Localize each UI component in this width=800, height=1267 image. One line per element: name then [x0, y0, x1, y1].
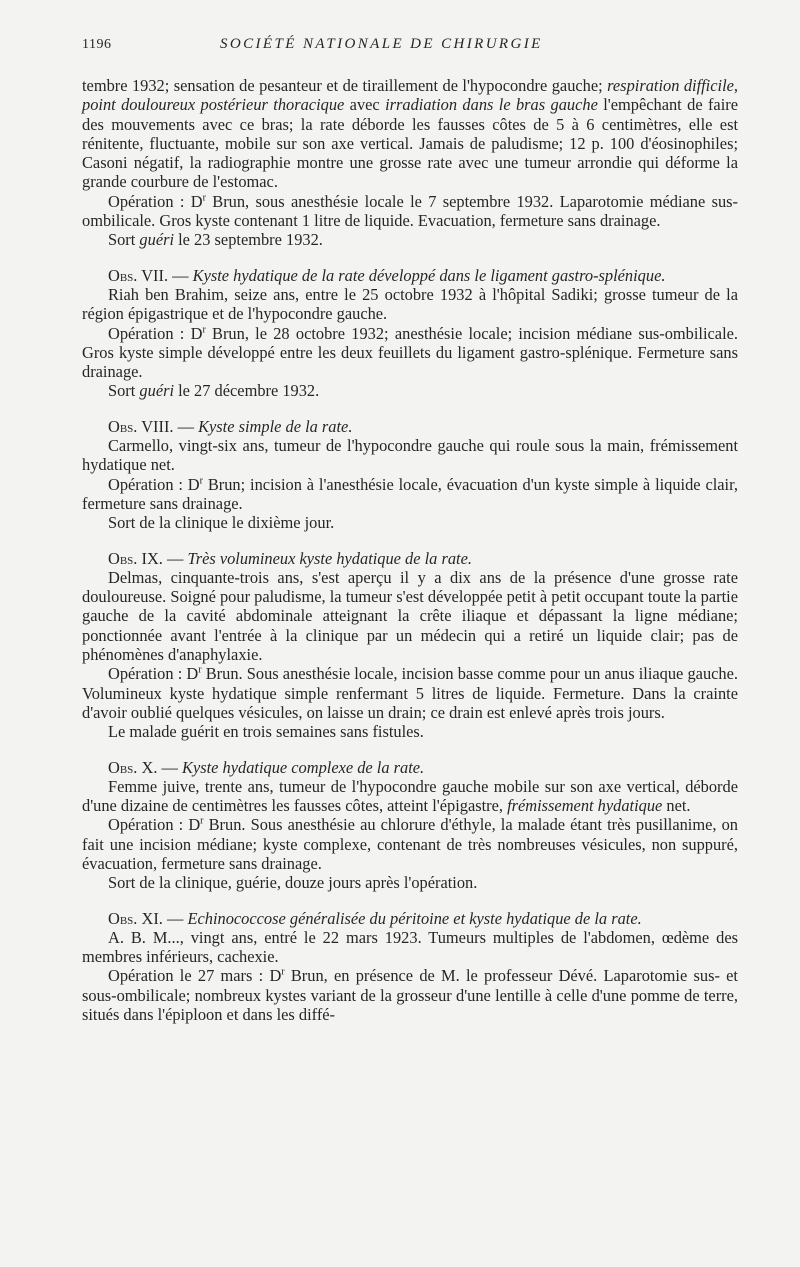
observation-label: Obs. XI.: [108, 908, 163, 928]
observation-title: Kyste hydatique complexe de la rate.: [182, 757, 425, 777]
text-run: avec: [344, 95, 386, 115]
text-run: Sort: [108, 381, 140, 401]
text-run: Opération le 27 mars : D: [108, 966, 282, 986]
paragraph: [82, 381, 738, 400]
paragraph: Delmas, cinquante-trois ans, s'est aperçu il y a dix ans de la présence d'une grosse rate douloureuse. Soigné pour paludisme, la tumeur s'est développée petit à petit occupant toute la partie gauche de la cavité abdominale atteignant la crête iliaque et dépassant la ligne médiane; ponctionnée avant l'entrée à la clinique par un médecin qui a retiré un liquide clair; pas de phénomènes d'anaphylaxie.: [82, 567, 738, 665]
document-page: [82, 36, 738, 1024]
paragraph: [82, 966, 738, 1024]
text-run: Femme juive, trente ans, tumeur de l'hypocondre gauche mobile sur son axe vertical, déborde d'une dizaine de centimètres les fausses côtes, atteint l'épigastre,: [82, 776, 738, 816]
observation-heading: [82, 909, 738, 928]
paragraph: [82, 76, 738, 192]
text-run: tembre 1932; sensation de pesanteur et de tiraillement de l'hypocondre gauche;: [82, 76, 608, 95]
paragraph: A. B. M..., vingt ans, entré le 22 mars 1923. Tumeurs multiples de l'abdomen, œdème des membres inférieurs, cachexie.: [82, 927, 738, 967]
observation-heading: [82, 758, 738, 777]
superscript: r: [202, 192, 206, 204]
paragraph: Sort de la clinique le dixième jour.: [108, 513, 335, 533]
superscript: r: [200, 815, 204, 827]
page-header: [82, 36, 738, 62]
paragraph: [82, 230, 738, 249]
observation-label: Obs. X.: [108, 757, 158, 777]
observation-heading: [82, 549, 738, 568]
text-run: Opération : D: [108, 664, 199, 684]
observation-label: Obs. VIII.: [108, 416, 174, 436]
text-run: Opération : D: [108, 323, 203, 343]
italic-run: guéri: [139, 381, 175, 401]
italic-run: frémissement hydatique: [507, 796, 663, 816]
text-run: —: [162, 548, 188, 568]
paragraph: [82, 664, 738, 722]
text-run: Brun. Sous anesthésie locale, incision basse comme pour un anus iliaque gauche. Volumineux kyste hydatique simple renfermant 5 litres de liquide. Fermeture. Dans la crainte d'avoir oublié quelques vésicules, on laisse un drain; ce drain est enlevé après trois jours.: [82, 664, 738, 722]
paragraph: [82, 815, 738, 873]
observation-heading: [82, 266, 738, 285]
text-run: l'empêchant de faire des mouvements avec ce bras; la rate déborde les fausses côtes de 5 à 6 centimètres, elle est rénitente, fluctuante, mobile sur son axe vertical. Jamais de paludisme; 12 p. 100 d'éosinophiles; Casoni négatif, la radiographie montre une grosse rate avec une tumeur arrondie qui déforme la grande courbure de l'estomac.: [82, 95, 738, 192]
text-run: —: [157, 757, 183, 777]
paragraph: Le malade guérit en trois semaines sans fistules.: [108, 722, 424, 742]
paragraph: Carmello, vingt-six ans, tumeur de l'hypocondre gauche qui roule sous la main, frémissement hydatique net.: [82, 436, 738, 475]
superscript: r: [202, 324, 206, 336]
text-run: Opération : D: [108, 474, 200, 494]
text-run: —: [168, 265, 193, 285]
italic-run: guéri: [139, 230, 175, 250]
running-title: SOCIÉTÉ NATIONALE DE CHIRURGIE: [220, 36, 543, 52]
text-run: Opération : D: [108, 191, 203, 211]
text-run: Brun, sous anesthésie locale le 7 septembre 1932. Laparotomie médiane sus-ombilicale. Gros kyste contenant 1 litre de liquide. Evacuation, fermeture sans drainage.: [82, 191, 738, 231]
text-run: Opération : D: [108, 815, 201, 835]
italic-run: irradiation dans le bras gauche: [385, 95, 598, 115]
observation-title: Kyste hydatique de la rate développé dans le ligament gastro-splénique.: [192, 265, 666, 285]
observation-title: Très volumineux kyste hydatique de la rate.: [187, 548, 472, 568]
superscript: r: [199, 475, 203, 487]
paragraph: [82, 777, 738, 816]
observation-heading: [82, 417, 738, 436]
paragraph: Riah ben Brahim, seize ans, entre le 25 octobre 1932 à l'hôpital Sadiki; grosse tumeur de la région épigastrique et de l'hypocondre gauche.: [82, 284, 738, 324]
page-number: 1196: [82, 37, 112, 52]
observation-label: Obs. VII.: [108, 265, 169, 285]
text-run: —: [173, 416, 199, 436]
paragraph: Sort de la clinique, guérie, douze jours après l'opération.: [108, 873, 478, 893]
superscript: r: [198, 664, 202, 676]
text-run: Sort: [108, 230, 140, 250]
text-run: le 27 décembre 1932.: [174, 381, 320, 401]
text-run: Brun; incision à l'anesthésie locale, évacuation d'un kyste simple à liquide clair, fermeture sans drainage.: [82, 474, 738, 513]
observation-title: Echinococcose généralisée du péritoine et kyste hydatique de la rate.: [187, 908, 642, 928]
paragraph: [82, 192, 738, 231]
paragraph: [82, 475, 738, 514]
text-run: net.: [662, 796, 691, 816]
text-run: Brun. Sous anesthésie au chlorure d'éthyle, la malade étant très pusillanime, on fait une incision médiane; kyste complexe, contenant de très nombreuses vésicules, non suppuré, évacuation, fermeture sans drainage.: [82, 815, 738, 873]
body-text: [82, 76, 738, 1024]
observation-title: Kyste simple de la rate.: [198, 416, 353, 436]
italic-run: respiration difficile, point douloureux postérieur thoracique: [82, 76, 738, 115]
superscript: r: [281, 967, 285, 978]
text-run: Brun, le 28 octobre 1932; anesthésie locale; incision médiane sus-ombilicale. Gros kyste simple développé entre les deux feuillets du ligament gastro-splénique. Fermeture sans drainage.: [82, 323, 739, 382]
text-run: Brun, en présence de M. le professeur Dévé. Laparotomie sus- et sous-ombilicale; nombreux kystes variant de la grosseur d'une lentille à celle d'une pomme de terre, situés dans l'épiploon et dans les diffé-: [82, 966, 738, 1025]
text-run: —: [162, 908, 188, 928]
paragraph: [82, 324, 738, 382]
text-run: le 23 septembre 1932.: [174, 230, 323, 250]
observation-label: Obs. IX.: [108, 548, 163, 568]
